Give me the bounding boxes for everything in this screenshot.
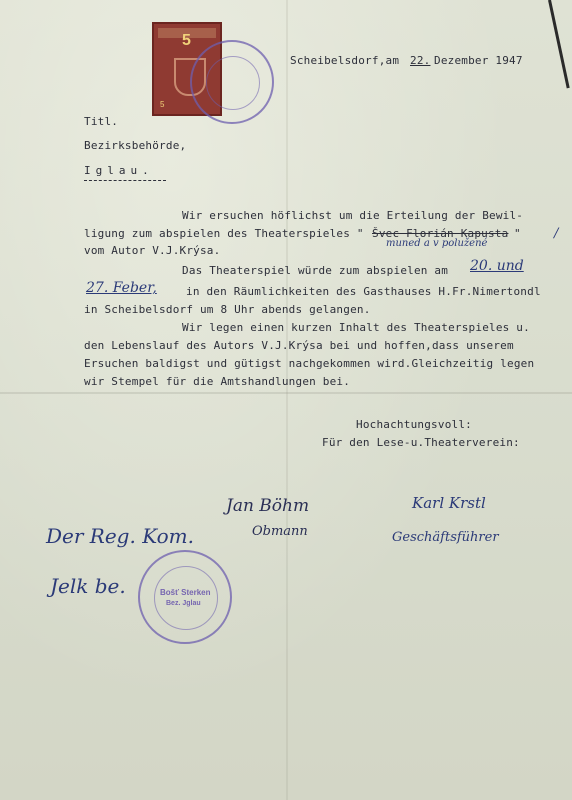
commissioner-note-line-2: Jelk be. <box>50 574 126 598</box>
handwritten-date-2: 27. Feber, <box>86 280 157 296</box>
recipient-authority: Bezirksbehörde, <box>84 139 187 152</box>
correction-mark: / <box>554 226 559 241</box>
body-line-8: den Lebenslauf des Autors V.J.Krýsa bei und hoffen,dass unserem <box>84 339 514 352</box>
handwritten-date-1: 20. und <box>470 258 524 274</box>
role-chairman: Obmann <box>252 524 308 539</box>
struck-title: Švec Florián Kapusta <box>372 227 509 240</box>
round-stamp-bottom <box>138 550 232 644</box>
body-line-3: vom Autor V.J.Krýsa. <box>84 244 221 257</box>
stamp-sub-text: Bez. Jglau <box>166 600 201 607</box>
recipient-city: Iglau. <box>84 164 154 177</box>
stamp-center-text: Bošť Sterken <box>160 588 211 597</box>
date-day: 22. <box>410 54 431 67</box>
body-line-9: Ersuchen baldigst und gütigst nachgekommen wird.Gleichzeitig legen <box>84 357 535 370</box>
body-line-5: in den Räumlichkeiten des Gasthauses H.Fr.Nimertondl <box>186 285 541 298</box>
date-month-year: Dezember 1947 <box>434 54 523 67</box>
body-line-2-post: " <box>514 227 521 240</box>
fold-crease-vertical <box>286 0 288 800</box>
body-line-6: in Scheibelsdorf um 8 Uhr abends gelangen. <box>84 303 371 316</box>
body-line-2-pre: ligung zum abspielen des Theaterspieles " <box>84 227 364 240</box>
revenue-stamp-value: 5 <box>182 32 191 49</box>
place-date-prefix: Scheibelsdorf,am <box>290 54 400 67</box>
closing-association: Für den Lese-u.Theaterverein: <box>322 436 520 449</box>
body-line-7: Wir legen einen kurzen Inhalt des Theaterspieles u. <box>182 321 530 334</box>
revenue-stamp-value-small: 5 <box>160 100 165 109</box>
edge-ink-mark <box>548 0 570 88</box>
round-stamp-top <box>190 40 274 124</box>
signature-secretary: Karl Krstl <box>412 494 486 512</box>
role-secretary: Geschäftsführer <box>392 530 499 545</box>
body-line-1: Wir ersuchen höflichst um die Erteilung der Bewil- <box>182 209 524 222</box>
commissioner-note-line-1: Der Reg. Kom. <box>46 524 194 548</box>
signature-chairman: Jan Böhm <box>226 496 310 516</box>
body-line-10: wir Stempel für die Amtshandlungen bei. <box>84 375 351 388</box>
closing-regards: Hochachtungsvoll: <box>356 418 472 431</box>
recipient-salutation: Titl. <box>84 115 119 128</box>
handwritten-correction: muned a v polužené <box>386 238 488 249</box>
city-underline <box>84 180 166 181</box>
body-line-4: Das Theaterspiel würde zum abspielen am <box>182 264 449 277</box>
